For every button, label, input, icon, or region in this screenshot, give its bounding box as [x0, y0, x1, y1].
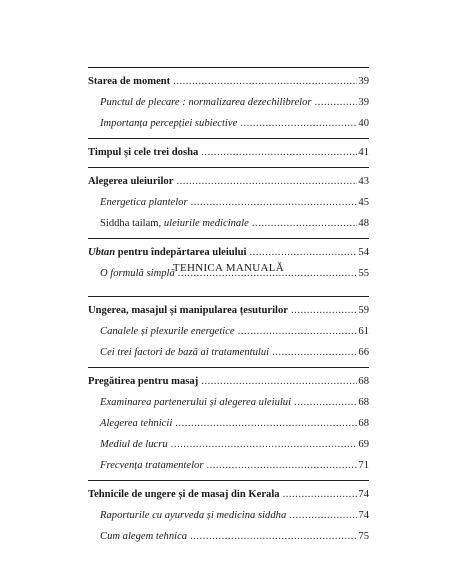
- dot-leader: [289, 505, 357, 526]
- entry-page: 54: [358, 247, 369, 258]
- subentry-title: Energetica plantelor: [100, 197, 188, 208]
- toc-part-1: [88, 67, 369, 284]
- subentry-page: 68: [358, 397, 369, 408]
- dot-leader: [240, 113, 357, 134]
- subentry-page: 48: [358, 218, 369, 229]
- toc-subentry: [88, 392, 369, 413]
- toc-entry: [88, 71, 369, 92]
- subentry-title: Canalele și plexurile energetice: [100, 326, 235, 337]
- dot-leader: [171, 434, 358, 455]
- toc-section: [88, 296, 369, 363]
- toc-entry: [88, 142, 369, 163]
- dot-leader: [175, 413, 357, 434]
- entry-page: 41: [358, 147, 369, 158]
- entry-title: Tehnicile de ungere și de masaj din Kerala: [88, 489, 280, 500]
- toc-subentry: [88, 321, 369, 342]
- toc-subentry: [88, 413, 369, 434]
- dot-leader: [191, 192, 358, 213]
- dot-leader: [291, 300, 357, 321]
- subentry-title: Examinarea partenerului și alegerea uleiului: [100, 397, 292, 408]
- entry-page: 74: [358, 489, 369, 500]
- toc-entry: [88, 300, 369, 321]
- toc-section: [88, 480, 369, 547]
- subentry-page: 68: [358, 418, 369, 429]
- entry-page: 43: [358, 176, 369, 187]
- subentry-title: Raporturile cu ayurveda și medicina siddha: [100, 510, 287, 521]
- dot-leader: [249, 242, 357, 263]
- toc-subentry: [88, 342, 369, 363]
- toc-subentry: [88, 505, 369, 526]
- entry-title-rest: pentru îndepărtarea uleiului: [115, 247, 247, 258]
- dot-leader: [206, 455, 357, 476]
- subentry-page: 66: [358, 347, 369, 358]
- dot-leader: [272, 342, 357, 363]
- entry-title: [88, 242, 246, 263]
- subentry-page: 55: [358, 268, 369, 279]
- subentry-title: Importanța percepției subiective: [100, 118, 238, 129]
- toc-subentry: [88, 455, 369, 476]
- entry-page: 39: [358, 76, 369, 87]
- toc-section: [88, 167, 369, 234]
- entry-title-italic: Ubtan: [88, 247, 116, 258]
- dot-leader: [201, 142, 357, 163]
- toc-section: [88, 367, 369, 476]
- subentry-title: Alegerea tehnicii: [100, 418, 173, 429]
- toc-subentry: [88, 434, 369, 455]
- toc-subentry: [88, 113, 369, 134]
- entry-page: 59: [358, 305, 369, 316]
- dot-leader: [315, 92, 358, 113]
- subentry-page: 75: [358, 531, 369, 542]
- entry-title: Timpul și cele trei dosha: [88, 147, 199, 158]
- subentry-title: Cum alegem tehnica: [100, 531, 188, 542]
- toc-entry: [88, 371, 369, 392]
- subentry-title: [100, 213, 249, 234]
- toc-part-2: [88, 296, 369, 547]
- dot-leader: [173, 71, 357, 92]
- subentry-title: Cei trei factori de bază ai tratamentului: [100, 347, 270, 358]
- subentry-title-plain: Siddha tailam,: [100, 218, 164, 229]
- dot-leader: [283, 484, 358, 505]
- subentry-title: Frecvența tratamentelor: [100, 460, 204, 471]
- subentry-page: 61: [358, 326, 369, 337]
- subentry-page: 69: [358, 439, 369, 450]
- subentry-page: 40: [358, 118, 369, 129]
- subentry-title-italic: uleiurile medicinale: [163, 218, 249, 229]
- dot-leader: [238, 321, 358, 342]
- dot-leader: [252, 213, 358, 234]
- dot-leader: [176, 171, 357, 192]
- dot-leader: [201, 371, 357, 392]
- toc-subentry: [88, 92, 369, 113]
- subentry-title: Mediul de lucru: [100, 439, 168, 450]
- entry-title: Starea de moment: [88, 76, 171, 87]
- toc-entry: [88, 484, 369, 505]
- toc-section: [88, 138, 369, 163]
- subentry-page: 71: [358, 460, 369, 471]
- entry-title: Ungerea, masajul și manipularea țesuturilor: [88, 305, 289, 316]
- toc-subentry: [88, 192, 369, 213]
- section-heading: TEHNICA MANUALĂ: [172, 262, 285, 274]
- subentry-page: 45: [358, 197, 369, 208]
- toc-subentry: [88, 526, 369, 547]
- toc-section: [88, 238, 369, 284]
- toc-entry: [88, 242, 369, 263]
- subentry-title: Punctul de plecare : normalizarea dezechilibrelor: [100, 97, 312, 108]
- toc-section: [88, 67, 369, 134]
- toc-subentry: [88, 213, 369, 234]
- dot-leader: [294, 392, 357, 413]
- subentry-title: O formulă simplă: [100, 268, 175, 279]
- entry-page: 68: [358, 376, 369, 387]
- toc-entry: [88, 171, 369, 192]
- entry-title: Alegerea uleiurilor: [88, 176, 174, 187]
- subentry-page: 39: [358, 97, 369, 108]
- entry-title: Pregătirea pentru masaj: [88, 376, 199, 387]
- dot-leader: [190, 526, 357, 547]
- subentry-page: 74: [358, 510, 369, 521]
